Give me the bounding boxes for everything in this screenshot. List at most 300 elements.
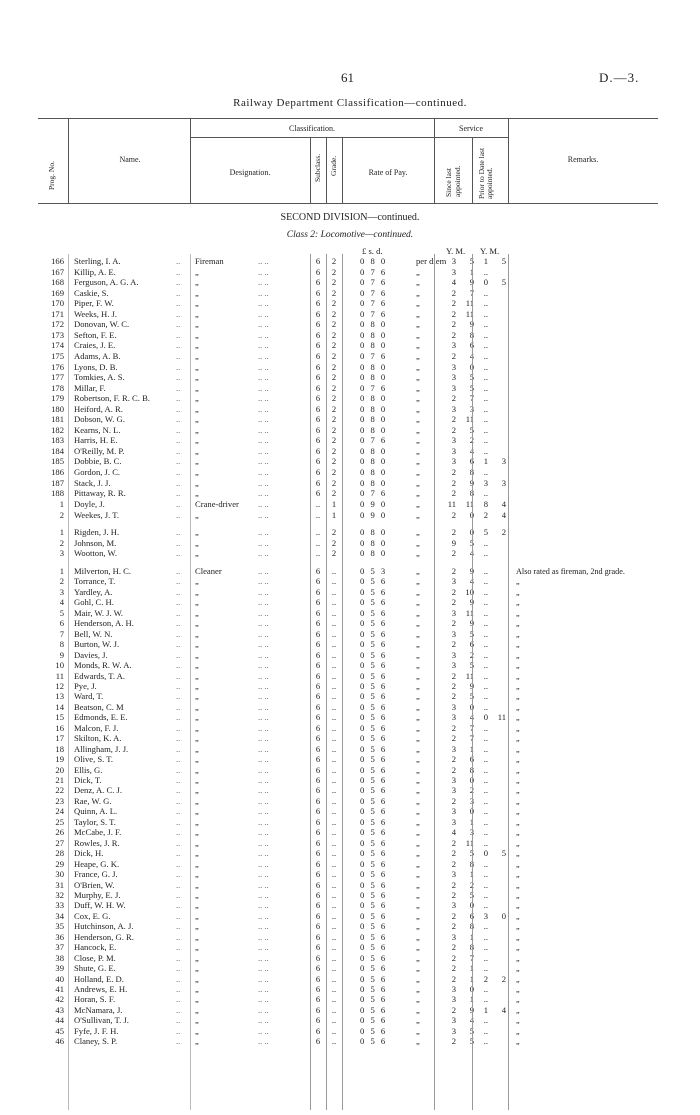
cell-grade: .. — [331, 816, 337, 827]
cell-remarks: „ — [516, 744, 520, 754]
leader-dots: .. — [176, 372, 181, 383]
cell-rate-unit: „ — [416, 649, 420, 660]
leader-dots: .. .. — [258, 607, 269, 618]
cell-subclass: 6 — [315, 670, 321, 681]
cell-name: Gohl, C. H. — [74, 597, 114, 608]
cell-name: Rowles, J. R. — [74, 837, 120, 848]
cell-since-years: 2 — [451, 424, 456, 435]
leader-dots: .. .. — [258, 393, 269, 404]
cell-prog-no: 24 — [55, 806, 64, 817]
leader-dots: .. — [176, 775, 181, 785]
leader-dots: .. .. — [258, 754, 269, 765]
table-row — [0, 404, 700, 415]
cell-since-years: 3 — [451, 607, 456, 618]
cell-rate: 0 5 6 — [360, 900, 388, 911]
cell-since-months: 5 — [469, 424, 474, 435]
cell-since-months: 0 — [469, 509, 474, 520]
cell-since-years: 3 — [451, 994, 456, 1005]
table-row — [0, 527, 700, 538]
cell-grade: 2 — [331, 393, 337, 404]
leader-dots: .. — [176, 816, 181, 827]
cell-rate-unit: „ — [416, 733, 420, 744]
cell-rate: 0 5 6 — [360, 764, 388, 775]
cell-name: Dobbie, B. C. — [74, 456, 122, 467]
cell-since-months: 1 — [469, 266, 474, 277]
cell-since-months: 1 — [469, 931, 474, 942]
cell-designation: „ — [195, 329, 199, 340]
cell-since-years: 11 — [447, 499, 456, 509]
cell-rate: 0 8 0 — [360, 424, 388, 435]
leader-dots: .. .. — [258, 639, 269, 650]
cell-grade: .. — [331, 1015, 337, 1026]
cell-prog-no: 25 — [55, 816, 64, 827]
cell-since-months: 3 — [469, 403, 474, 414]
cell-subclass: 6 — [315, 576, 321, 587]
cell-since-years: 2 — [451, 691, 456, 702]
cell-rate-unit: „ — [416, 775, 420, 785]
cell-name: Milverton, H. C. — [74, 566, 132, 576]
table-row — [0, 478, 700, 489]
cell-name: Shute, G. E. — [74, 963, 116, 974]
cell-remarks: „ — [516, 985, 520, 994]
cell-grade: .. — [331, 618, 337, 629]
cell-rate: 0 5 6 — [360, 942, 388, 953]
leader-dots: .. — [176, 795, 181, 806]
cell-prior-years: .. — [483, 816, 488, 827]
cell-rate-unit: „ — [416, 754, 420, 765]
cell-name: Adams, A. B. — [74, 350, 121, 361]
cell-designation: „ — [195, 754, 199, 765]
cell-prior-years: .. — [483, 837, 488, 848]
cell-rate: 0 5 6 — [360, 837, 388, 848]
cell-subclass: 6 — [315, 816, 321, 827]
cell-since-months: 5 — [469, 691, 474, 702]
cell-subclass: 6 — [315, 319, 321, 330]
cell-prior-years: 0 — [483, 848, 488, 859]
cell-grade: .. — [331, 900, 337, 911]
cell-prog-no: 8 — [59, 639, 64, 650]
cell-name: Edmonds, E. E. — [74, 712, 128, 723]
cell-name: Henderson, G. R. — [74, 931, 134, 942]
cell-prior-years: 5 — [483, 527, 488, 537]
leader-dots: .. .. — [258, 566, 269, 576]
leader-dots: .. .. — [258, 670, 269, 681]
cell-since-years: 3 — [451, 984, 456, 994]
cell-rate-unit: „ — [416, 680, 420, 691]
cell-name: Johnson, M. — [74, 537, 117, 548]
cell-since-years: 3 — [451, 712, 456, 723]
cell-subclass: .. — [315, 509, 321, 520]
cell-remarks: „ — [516, 838, 520, 848]
cell-prior-years: .. — [483, 994, 488, 1005]
cell-rate-unit: „ — [416, 308, 420, 319]
cell-prog-no: 15 — [55, 712, 64, 723]
cell-remarks: „ — [516, 901, 520, 911]
cell-rate: 0 5 6 — [360, 1036, 388, 1047]
cell-prog-no: 43 — [55, 1004, 64, 1015]
cell-remarks: „ — [516, 807, 520, 817]
cell-prog-no: 30 — [55, 869, 64, 880]
cell-name: Duff, W. H. W. — [74, 900, 126, 911]
cell-prog-no: 35 — [55, 921, 64, 932]
table-row — [0, 362, 700, 373]
cell-prior-years: .. — [483, 733, 488, 744]
cell-prog-no: 10 — [55, 660, 64, 671]
cell-rate: 0 8 0 — [360, 319, 388, 330]
cell-prog-no: 166 — [51, 256, 64, 266]
page-title: Railway Department Classification—continued. — [233, 97, 467, 109]
leader-dots: .. .. — [258, 350, 269, 361]
leader-dots: .. .. — [258, 660, 269, 671]
cell-prior-months: 4 — [501, 509, 506, 520]
cell-prior-years: .. — [483, 319, 488, 330]
cell-remarks: „ — [516, 1026, 520, 1036]
table-row — [0, 1005, 700, 1016]
cell-designation: „ — [195, 806, 199, 817]
cell-grade: .. — [331, 795, 337, 806]
cell-rate-unit: „ — [416, 499, 420, 509]
cell-designation: „ — [195, 1004, 199, 1015]
cell-since-years: 2 — [451, 889, 456, 900]
cell-name: Burton, W. J. — [74, 639, 120, 650]
leader-dots: .. — [176, 691, 181, 702]
cell-name: Holland, E. D. — [74, 973, 124, 984]
cell-rate: 0 8 0 — [360, 456, 388, 467]
cell-since-years: 2 — [451, 488, 456, 499]
cell-rate-unit: „ — [416, 660, 420, 671]
cell-remarks: „ — [516, 964, 520, 974]
cell-rate: 0 8 0 — [360, 372, 388, 383]
cell-prog-no: 169 — [51, 287, 64, 298]
cell-remarks: „ — [516, 734, 520, 744]
cell-since-years: 2 — [451, 1036, 456, 1047]
cell-designation: „ — [195, 963, 199, 974]
leader-dots: .. .. — [258, 743, 269, 754]
cell-since-years: 3 — [451, 931, 456, 942]
cell-prog-no: 1 — [59, 566, 64, 576]
table-row — [0, 650, 700, 661]
cell-since-years: 2 — [451, 942, 456, 953]
cell-designation: „ — [195, 393, 199, 404]
cell-rate: 0 5 6 — [360, 848, 388, 859]
leader-dots: .. .. — [258, 816, 269, 827]
cell-subclass: 6 — [315, 361, 321, 372]
cell-rate-unit: „ — [416, 889, 420, 900]
cell-remarks: „ — [516, 681, 520, 691]
leader-dots: .. — [176, 576, 181, 587]
table-row — [0, 372, 700, 383]
cell-subclass: 6 — [315, 806, 321, 817]
cell-grade: .. — [331, 931, 337, 942]
cell-rate-unit: „ — [416, 858, 420, 869]
leader-dots: .. .. — [258, 329, 269, 340]
cell-rate-unit: „ — [416, 424, 420, 435]
leader-dots: .. — [176, 467, 181, 477]
leader-dots: .. — [176, 319, 181, 330]
table-row — [0, 744, 700, 755]
cell-name: Ferguson, A. G. A. — [74, 277, 139, 288]
cell-subclass: 6 — [315, 827, 321, 838]
cell-prior-years: .. — [483, 424, 488, 435]
leader-dots: .. — [176, 298, 181, 309]
table-row — [0, 785, 700, 796]
cell-subclass: 6 — [315, 942, 321, 953]
cell-since-months: 7 — [469, 393, 474, 404]
leader-dots: .. — [176, 445, 181, 456]
cell-grade: 2 — [331, 414, 337, 425]
cell-grade: .. — [331, 691, 337, 702]
cell-prior-years: 2 — [483, 509, 488, 520]
cell-rate-unit: „ — [416, 488, 420, 499]
cell-rate-unit: „ — [416, 806, 420, 817]
cell-grade: 2 — [331, 456, 337, 467]
cell-since-years: 3 — [451, 816, 456, 827]
cell-rate: 0 7 6 — [360, 350, 388, 361]
leader-dots: .. — [176, 329, 181, 340]
cell-subclass: .. — [315, 527, 321, 537]
cell-remarks: „ — [516, 640, 520, 650]
cell-name: Pittaway, R. R. — [74, 488, 126, 499]
cell-grade: .. — [331, 576, 337, 587]
cell-remarks: „ — [516, 713, 520, 723]
cell-rate: 0 5 6 — [360, 754, 388, 765]
cell-remarks: „ — [516, 859, 520, 869]
cell-grade: 2 — [331, 403, 337, 414]
cell-since-months: 7 — [469, 287, 474, 298]
cell-designation: „ — [195, 848, 199, 859]
leader-dots: .. — [176, 743, 181, 754]
cell-since-years: 2 — [451, 879, 456, 890]
cell-rate: 0 5 6 — [360, 1015, 388, 1026]
header-name: Name. — [119, 155, 141, 164]
table-row — [0, 880, 700, 891]
cell-designation: „ — [195, 900, 199, 911]
cell-since-years: 2 — [451, 287, 456, 298]
cell-prior-years: 2 — [483, 973, 488, 984]
cell-rate: 0 7 6 — [360, 287, 388, 298]
cell-prior-years: .. — [483, 435, 488, 446]
cell-subclass: 6 — [315, 1036, 321, 1047]
cell-name: Heape, G. K. — [74, 858, 120, 869]
cell-subclass: 6 — [315, 445, 321, 456]
cell-subclass: 6 — [315, 266, 321, 277]
cell-name: Sefton, F. E. — [74, 329, 117, 340]
table-row — [0, 319, 700, 330]
cell-grade: .. — [331, 775, 337, 785]
cell-rate: 0 5 6 — [360, 889, 388, 900]
cell-subclass: 6 — [315, 393, 321, 404]
cell-subclass: 6 — [315, 256, 321, 266]
cell-rate-unit: „ — [416, 869, 420, 880]
cell-prior-months: 5 — [501, 277, 506, 288]
cell-name: Craies, J. E. — [74, 340, 116, 351]
cell-since-months: 11 — [465, 670, 474, 681]
cell-designation: „ — [195, 424, 199, 435]
cell-grade: 2 — [331, 435, 337, 446]
table-row — [0, 838, 700, 849]
leader-dots: .. .. — [258, 298, 269, 309]
cell-since-years: 2 — [451, 597, 456, 608]
cell-prior-months: 2 — [501, 973, 506, 984]
table-row — [0, 298, 700, 309]
cell-grade: 2 — [331, 445, 337, 456]
cell-prior-years: .. — [483, 628, 488, 639]
cell-grade: .. — [331, 984, 337, 994]
cell-rate-unit: „ — [416, 277, 420, 288]
cell-since-years: 3 — [451, 382, 456, 393]
cell-since-years: 3 — [451, 806, 456, 817]
cell-since-years: 2 — [451, 910, 456, 921]
cell-grade: .. — [331, 942, 337, 953]
cell-grade: 2 — [331, 537, 337, 548]
cell-name: Taylor, S. T. — [74, 816, 116, 827]
cell-designation: „ — [195, 372, 199, 383]
cell-since-years: 3 — [451, 900, 456, 911]
cell-rate: 0 7 6 — [360, 435, 388, 446]
cell-rate: 0 5 6 — [360, 984, 388, 994]
cell-name: Yardley, A. — [74, 586, 113, 597]
table-row — [0, 456, 700, 467]
cell-prog-no: 36 — [55, 931, 64, 942]
cell-rate: 0 5 6 — [360, 691, 388, 702]
cell-name: Fyfe, J. F. H. — [74, 1025, 119, 1036]
cell-designation: Fireman — [195, 256, 224, 266]
leader-dots: .. .. — [258, 931, 269, 942]
leader-dots: .. .. — [258, 499, 269, 509]
leader-dots: .. — [176, 837, 181, 848]
cell-since-years: 9 — [451, 537, 456, 548]
cell-remarks: „ — [516, 932, 520, 942]
cell-rate-unit: „ — [416, 900, 420, 911]
leader-dots: .. .. — [258, 879, 269, 890]
cell-rate: 0 5 6 — [360, 775, 388, 785]
table-row — [0, 538, 700, 549]
leader-dots: .. — [176, 660, 181, 671]
leader-dots: .. .. — [258, 382, 269, 393]
table-row — [0, 984, 700, 995]
cell-rate-unit: „ — [416, 795, 420, 806]
leader-dots: .. .. — [258, 548, 269, 558]
table-row — [0, 660, 700, 671]
cell-rate: 0 5 6 — [360, 785, 388, 796]
cell-grade: .. — [331, 680, 337, 691]
cell-since-months: 5 — [469, 628, 474, 639]
cell-since-months: 0 — [469, 775, 474, 785]
cell-since-years: 2 — [451, 308, 456, 319]
cell-rate: 0 8 0 — [360, 256, 388, 266]
cell-designation: „ — [195, 827, 199, 838]
cell-since-years: 2 — [451, 467, 456, 477]
cell-grade: .. — [331, 952, 337, 963]
cell-prog-no: 39 — [55, 963, 64, 974]
cell-rate: 0 5 6 — [360, 597, 388, 608]
cell-prior-months: 11 — [497, 712, 506, 723]
cell-remarks: „ — [516, 870, 520, 880]
cell-prior-years: .. — [483, 393, 488, 404]
cell-prior-years: 0 — [483, 712, 488, 723]
cell-since-months: 5 — [469, 256, 474, 266]
cell-subclass: .. — [315, 499, 321, 509]
cell-grade: 2 — [331, 287, 337, 298]
leader-dots: .. — [176, 848, 181, 859]
leader-dots: .. .. — [258, 537, 269, 548]
cell-remarks: „ — [516, 671, 520, 681]
cell-prog-no: 23 — [55, 795, 64, 806]
cell-designation: „ — [195, 266, 199, 277]
cell-rate: 0 5 6 — [360, 994, 388, 1005]
cell-grade: .. — [331, 837, 337, 848]
cell-subclass: 6 — [315, 382, 321, 393]
cell-since-years: 2 — [451, 754, 456, 765]
leader-dots: .. — [176, 509, 181, 520]
cell-since-months: 7 — [469, 733, 474, 744]
cell-remarks: „ — [516, 849, 520, 859]
cell-designation: „ — [195, 527, 199, 537]
cell-name: O'Reilly, M. P. — [74, 445, 125, 456]
cell-prior-years: .. — [483, 963, 488, 974]
cell-grade: 2 — [331, 340, 337, 351]
cell-remarks: „ — [516, 650, 520, 660]
table-row — [0, 994, 700, 1005]
leader-dots: .. — [176, 879, 181, 890]
table-row — [0, 1036, 700, 1047]
cell-name: Doyle, J. — [74, 499, 105, 509]
cell-subclass: 6 — [315, 889, 321, 900]
cell-prog-no: 187 — [51, 477, 64, 488]
cell-subclass: 6 — [315, 607, 321, 618]
cell-remarks: „ — [516, 723, 520, 733]
cell-name: Caskie, S. — [74, 287, 109, 298]
table-row — [0, 629, 700, 640]
cell-name: Claney, S. P. — [74, 1036, 118, 1047]
cell-since-months: 8 — [469, 467, 474, 477]
cell-designation: „ — [195, 467, 199, 477]
cell-remarks: „ — [516, 629, 520, 639]
table-row — [0, 566, 700, 577]
leader-dots: .. .. — [258, 806, 269, 817]
cell-rate: 0 5 6 — [360, 628, 388, 639]
table-row — [0, 942, 700, 953]
cell-since-months: 5 — [469, 1025, 474, 1036]
cell-name: Robertson, F. R. C. B. — [74, 393, 150, 404]
cell-prog-no: 9 — [59, 649, 64, 660]
cell-since-months: 1 — [469, 994, 474, 1005]
table-row — [0, 848, 700, 859]
cell-subclass: 6 — [315, 403, 321, 414]
cell-prog-no: 46 — [55, 1036, 64, 1047]
leader-dots: .. .. — [258, 628, 269, 639]
cell-grade: .. — [331, 754, 337, 765]
cell-since-months: 11 — [465, 308, 474, 319]
cell-designation: „ — [195, 488, 199, 499]
cell-designation: „ — [195, 537, 199, 548]
table-row — [0, 712, 700, 723]
cell-remarks: „ — [516, 755, 520, 765]
cell-name: Cox, E. G. — [74, 910, 111, 921]
cell-subclass: 6 — [315, 566, 321, 576]
cell-grade: .. — [331, 607, 337, 618]
cell-since-years: 3 — [451, 340, 456, 351]
cell-designation: „ — [195, 403, 199, 414]
cell-grade: 2 — [331, 361, 337, 372]
cell-name: Dick, T. — [74, 775, 102, 785]
cell-name: Gordon, J. C. — [74, 467, 121, 477]
table-row — [0, 953, 700, 964]
cell-prog-no: 18 — [55, 743, 64, 754]
cell-remarks: Also rated as fireman, 2nd grade. — [516, 567, 625, 576]
cell-prior-years: 3 — [483, 477, 488, 488]
cell-prior-years: .. — [483, 1015, 488, 1026]
